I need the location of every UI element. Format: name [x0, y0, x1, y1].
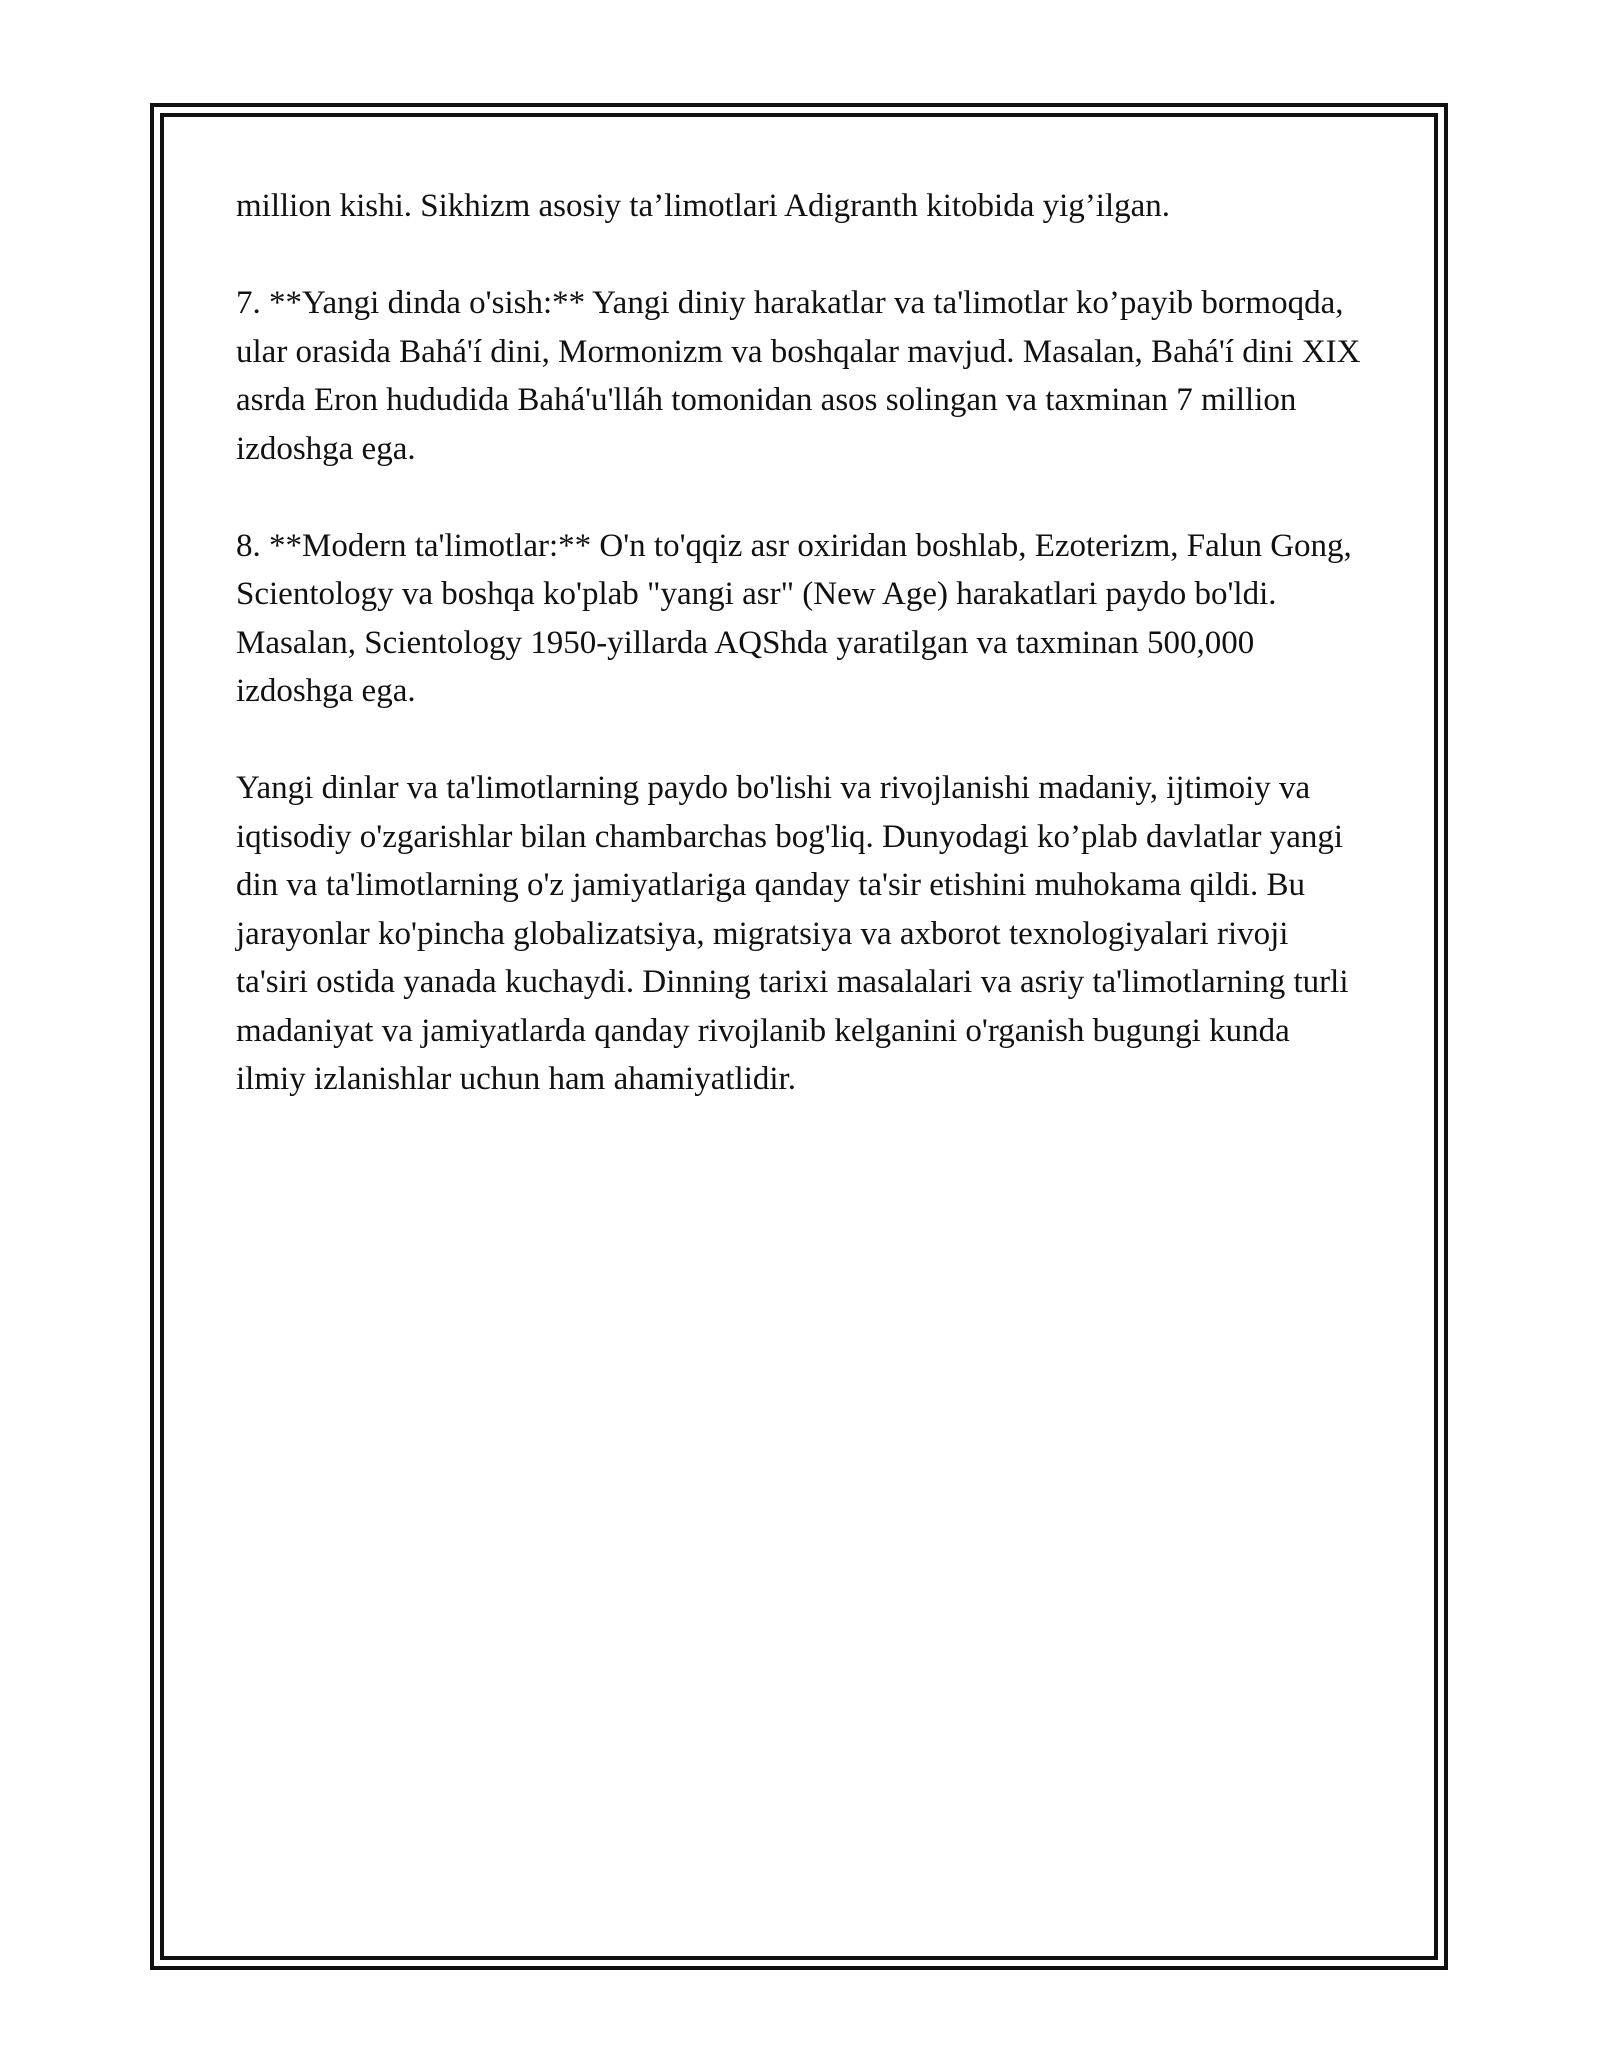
- paragraph-item-7-new-religions: 7. **Yangi dinda o'sish:** Yangi diniy harakatlar va ta'limotlar ko’payib bormoqda, ular orasida Bahá'í dini, Mormonizm va boshqalar mavjud. Masalan, Bahá'í dini XIX asrda Eron hududida Bahá'u'lláh tomonidan asos solingan va taxminan 7 million izdoshga ega.: [236, 285, 1361, 467]
- paragraph-item-8-modern-teachings: 8. **Modern ta'limotlar:** O'n to'qqiz asr oxiridan boshlab, Ezoterizm, Falun Gong, Scientology va boshqa ko'plab "yangi asr" (New Age) harakatlari paydo bo'ldi. Masalan, Scientology 1950-yillarda AQShda yaratilgan va taxminan 500,000 izdoshga ega.: [236, 527, 1352, 709]
- document-body: [236, 182, 1366, 1152]
- paragraph-conclusion: Yangi dinlar va ta'limotlarning paydo bo'lishi va rivojlanishi madaniy, ijtimoiy va iqtisodiy o'zgarishlar bilan chambarchas bog'liq. Dunyodagi ko’plab davlatlar yangi din va ta'limotlarning o'z jamiyatlariga qanday ta'sir etishini muhokama qildi. Bu jarayonlar ko'pincha globalizatsiya, migratsiya va axborot texnologiyalari rivoji ta'siri ostida yanada kuchaydi. Dinning tarixi masalalari va asriy ta'limotlarning turli madaniyat va jamiyatlarda qanday rivojlanib kelganini o'rganish bugungi kunda ilmiy izlanishlar uchun ham ahamiyatlidir.: [236, 770, 1349, 1097]
- paragraph-sikhism-continuation: million kishi. Sikhizm asosiy ta’limotlari Adigranth kitobida yig’ilgan.: [236, 188, 1171, 224]
